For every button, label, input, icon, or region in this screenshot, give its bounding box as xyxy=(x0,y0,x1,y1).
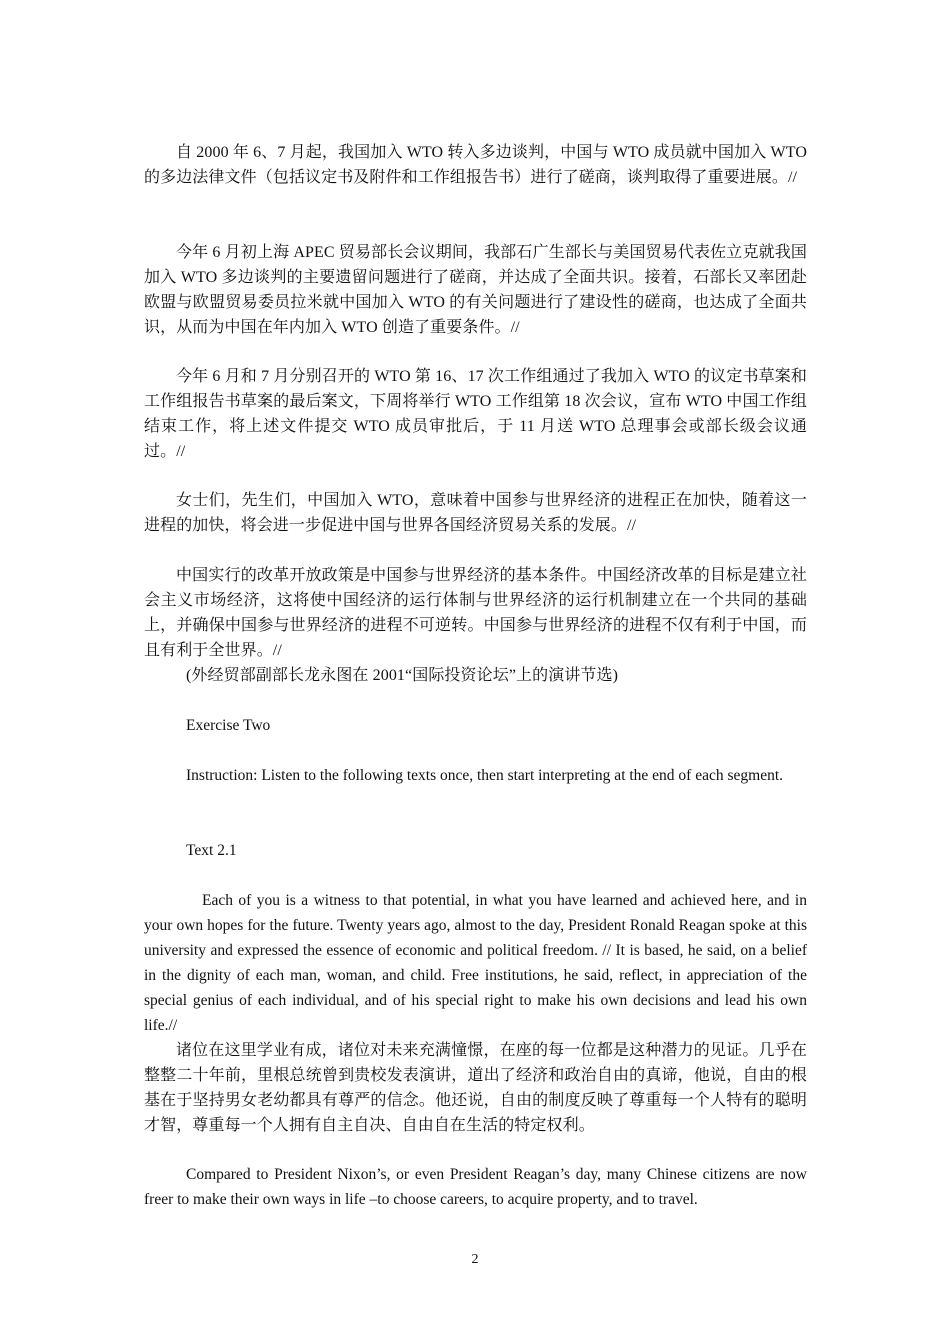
exercise-title: Exercise Two xyxy=(186,717,271,734)
paragraph-english-nixon: Compared to President Nixon’s, or even President Reagan’s day, many Chinese citizens are now freer to make their own ways in life –to choose careers, to acquire property, and to travel. xyxy=(144,1166,807,1208)
paragraph-reform-opening: 中国实行的改革开放政策是中国参与世界经济的基本条件。中国经济改革的目标是建立社会主义市场经济，这将使中国经济的运行体制与世界经济的运行机制建立在一个共同的基础上，并确保中国参与世界经济的进程不可逆转。中国参与世界经济的进程不仅有利于中国，而且有利于全世界。// xyxy=(144,567,807,659)
paragraph-wto-multilateral-talks: 自 2000 年 6、7 月起，我国加入 WTO 转入多边谈判，中国与 WTO 成员就中国加入 WTO 的多边法律文件（包括议定书及附件和工作组报告书）进行了磋商，谈判取得了重要进展。// xyxy=(144,144,807,186)
text-title: Text 2.1 xyxy=(186,842,237,859)
source-note: (外经贸部副部长龙永图在 2001“国际投资论坛”上的演讲节选) xyxy=(186,667,619,684)
paragraph-ladies-gentlemen: 女士们，先生们，中国加入 WTO，意味着中国参与世界经济的进程正在加快，随着这一进程的加快，将会进一步促进中国与世界各国经济贸易关系的发展。// xyxy=(144,492,807,534)
instruction-text: Instruction: Listen to the following texts once, then start interpreting at the end of each segment. xyxy=(186,767,784,784)
paragraph-chinese-translation: 诸位在这里学业有成，诸位对未来充满憧憬，在座的每一位都是这种潜力的见证。几乎在整整二十年前，里根总统曾到贵校发表演讲，道出了经济和政治自由的真谛，他说，自由的根基在于坚持男女老幼都具有尊严的信念。他还说，自由的制度反映了尊重每一个人特有的聪明才智，尊重每一个人拥有自主自决、自由自在生活的特定权利。 xyxy=(144,1042,807,1134)
paragraph-apec-meeting: 今年 6 月初上海 APEC 贸易部长会议期间，我部石广生部长与美国贸易代表佐立克就我国加入 WTO 多边谈判的主要遗留问题进行了磋商，并达成了全面共识。接着，石部长又率团赴欧盟与欧盟贸易委员拉米就中国加入 WTO 的有关问题进行了建设性的磋商，也达成了全面共识，从而为中国在年内加入 WTO 创造了重要条件。// xyxy=(144,244,807,336)
page-number: 2 xyxy=(471,1252,479,1267)
paragraph-english-reagan: Each of you is a witness to that potential, in what you have learned and achieved here, and in your own hopes for the future. Twenty years ago, almost to the day, President Ronald Reagan spoke at this university and expressed the essence of economic and political freedom. // It is based, he said, on a belief in the dignity of each man, woman, and child. Free institutions, he said, reflect, in appreciation of the special genius of each individual, and of his special right to make his own decisions and lead his own life.// xyxy=(144,892,807,1034)
paragraph-working-group: 今年 6 月和 7 月分别召开的 WTO 第 16、17 次工作组通过了我加入 WTO 的议定书草案和工作组报告书草案的最后案文，下周将举行 WTO 工作组第 18 次会议，宣布 WTO 中国工作组结束工作，将上述文件提交 WTO 成员审批后，于 11 月送 WTO 总理事会或部长级会议通过。// xyxy=(144,368,807,460)
